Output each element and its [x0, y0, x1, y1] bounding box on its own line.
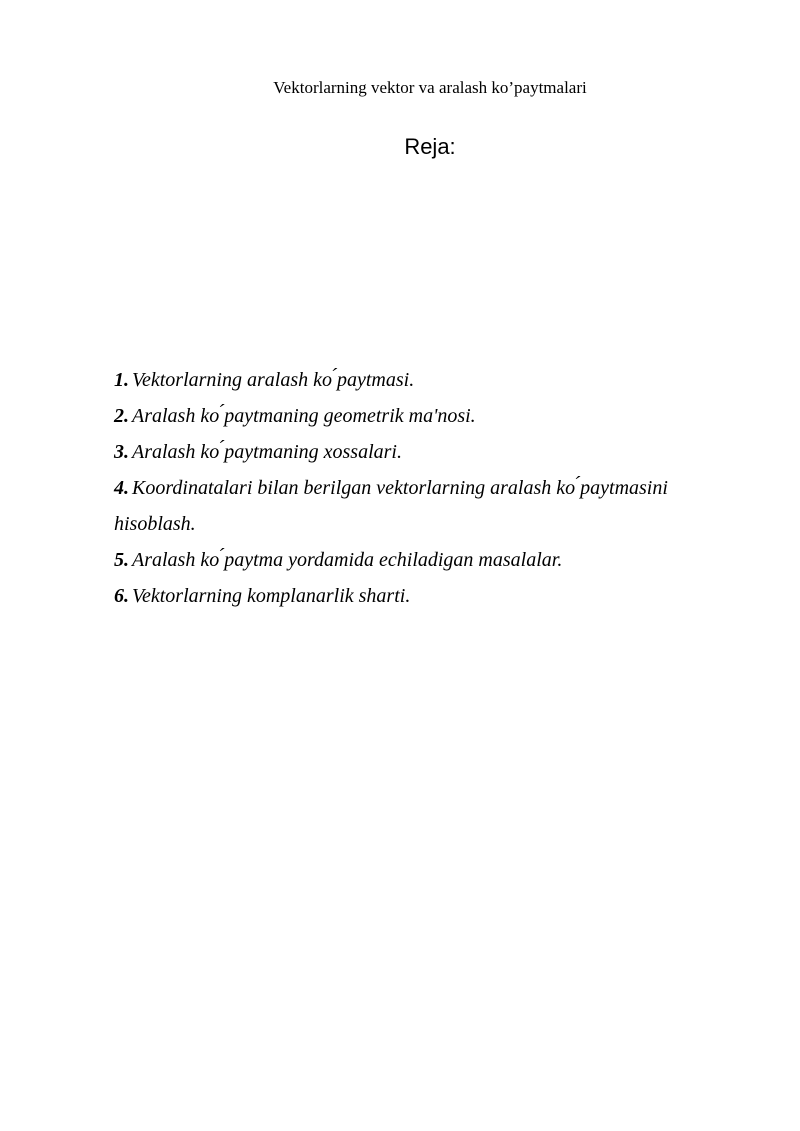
plan-item-text: Aralash ko ́paytmaning geometrik ma'nosi. [132, 405, 476, 427]
plan-heading: Reja: [404, 134, 456, 159]
plan-item-text: Koordinatalari bilan berilgan vektorlarning aralash ko ́paytmasini hisoblash. [114, 477, 668, 535]
plan-item-number: 5. [114, 549, 129, 571]
plan-item-1 [114, 362, 724, 398]
plan-item-number: 6. [114, 585, 129, 607]
plan-item-text: Aralash ko ́paytma yordamida echiladigan masalalar. [132, 549, 563, 571]
plan-item-number: 2. [114, 405, 129, 427]
plan-item-number: 3. [114, 441, 129, 463]
document-title: Vektorlarning vektor va aralash ko’paytmalari [273, 78, 587, 97]
plan-item-3 [114, 434, 724, 470]
plan-item-number: 1. [114, 369, 129, 391]
plan-item-number: 4. [114, 477, 129, 499]
plan-item-2 [114, 398, 724, 434]
plan-item-text: Vektorlarning komplanarlik sharti. [132, 585, 411, 607]
plan-list [114, 362, 724, 614]
plan-item-6 [114, 578, 724, 614]
plan-item-text: Aralash ko ́paytmaning xossalari. [132, 441, 402, 463]
plan-item-4 [114, 470, 724, 542]
plan-item-5 [114, 542, 724, 578]
plan-item-text: Vektorlarning aralash ko ́paytmasi. [132, 369, 415, 391]
